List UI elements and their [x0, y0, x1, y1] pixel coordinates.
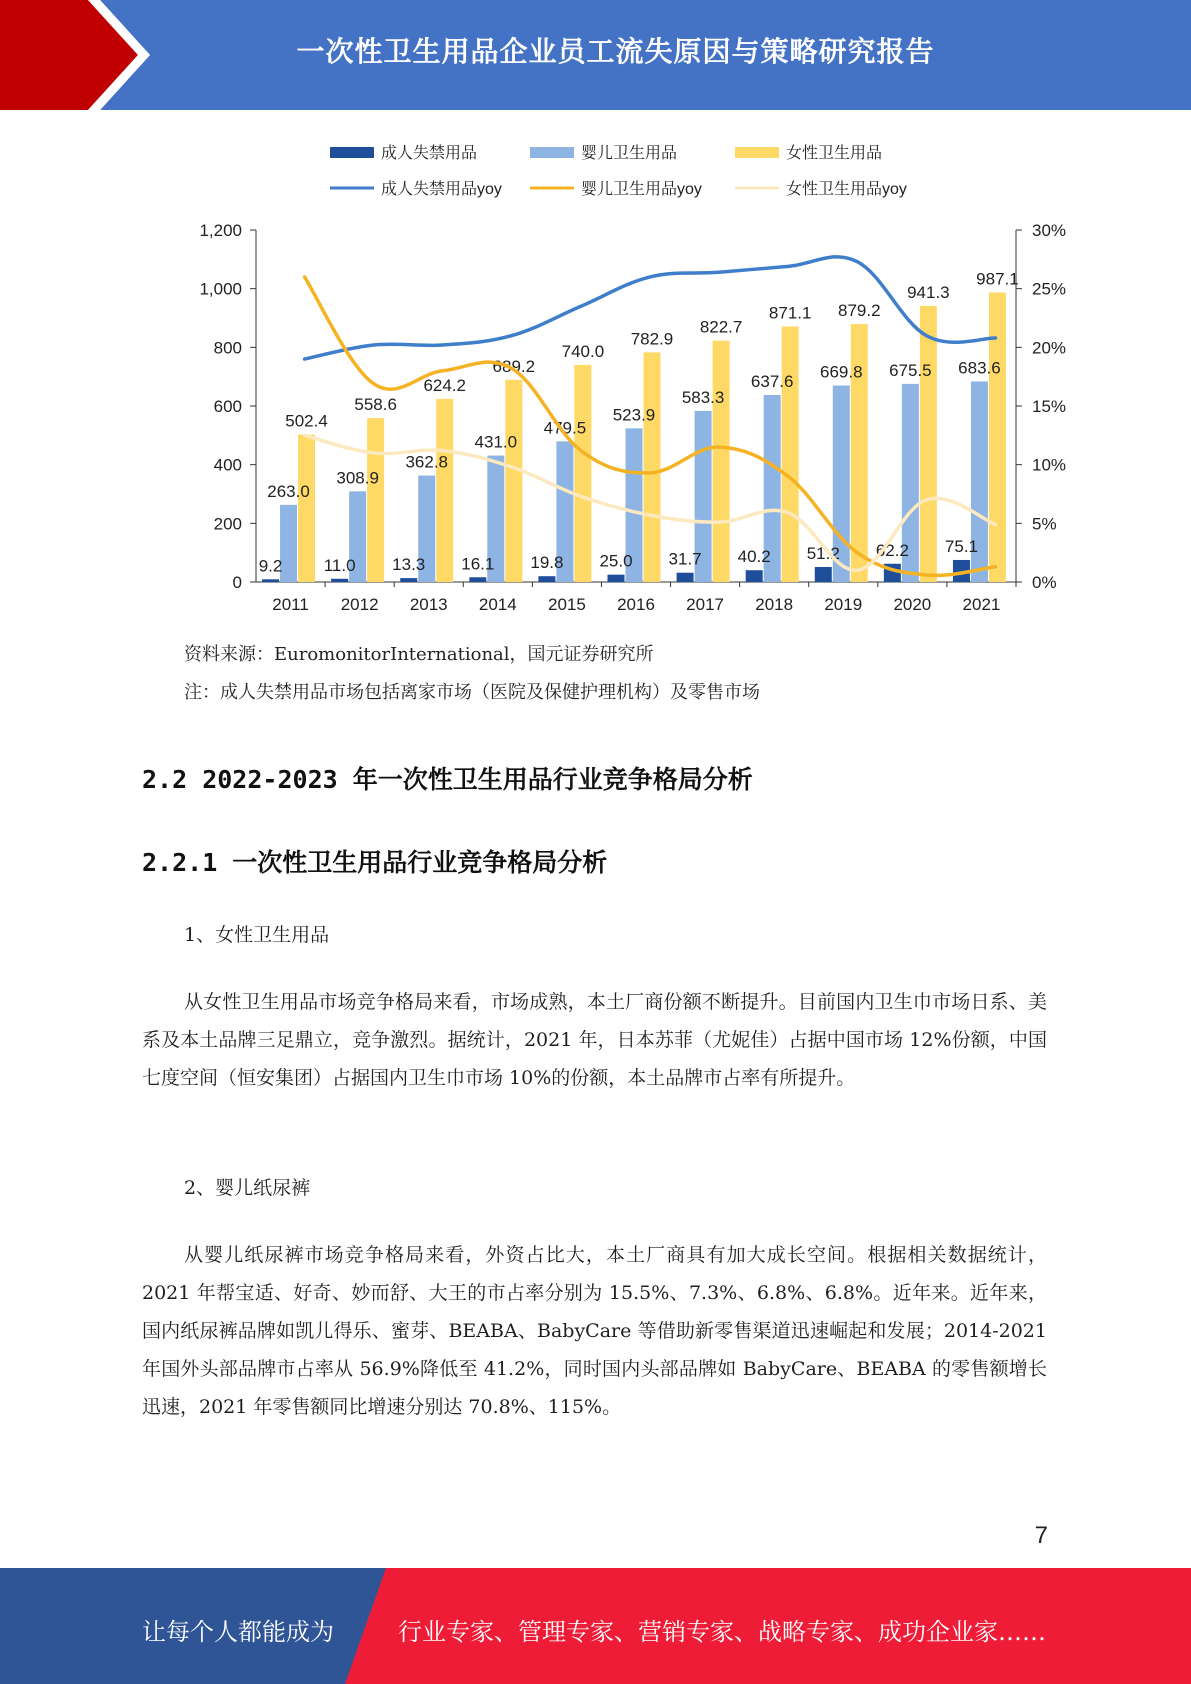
y2-tick-label: 10%	[1032, 455, 1067, 475]
bar	[782, 326, 799, 582]
bar-value-label: 637.6	[750, 371, 794, 391]
bar-value-label: 40.2	[737, 547, 771, 567]
x-tick-label: 2018	[755, 595, 794, 614]
chart-legend	[330, 144, 907, 198]
bar-value-label: 523.9	[612, 405, 656, 425]
x-tick-label: 2015	[547, 595, 586, 614]
bar-value-label: 308.9	[336, 468, 379, 488]
bar-value-label: 362.8	[405, 452, 449, 472]
bar-value-label: 16.1	[461, 554, 495, 574]
bar-value-label: 558.6	[354, 395, 397, 415]
list-item-female: 1、女性卫生用品	[184, 924, 330, 946]
bar-value-label: 502.4	[285, 411, 328, 431]
x-tick-label: 2021	[962, 595, 1001, 614]
bar	[713, 341, 730, 582]
x-tick-label: 2012	[340, 595, 379, 614]
legend-label: 成人失禁用品yoy	[381, 181, 502, 198]
x-tick-label: 2019	[824, 595, 863, 614]
bar-value-label: 689.2	[492, 356, 536, 376]
section-heading-2-2: 2.2 2022-2023 年一次性卫生用品行业竞争格局分析	[142, 765, 753, 794]
bar	[469, 577, 486, 582]
bar-value-label: 431.0	[474, 432, 518, 452]
legend-swatch-bar	[735, 147, 779, 158]
bar-value-label: 25.0	[599, 551, 633, 571]
bar	[644, 352, 661, 582]
bar-value-label: 941.3	[907, 282, 950, 302]
bar-value-label: 479.5	[543, 418, 587, 438]
bar	[505, 380, 522, 582]
legend-label: 成人失禁用品	[381, 145, 478, 162]
bar	[815, 567, 832, 582]
bar	[746, 570, 763, 582]
footer-banner	[0, 1568, 1191, 1684]
bar	[367, 418, 384, 582]
legend-label: 女性卫生用品	[786, 145, 883, 162]
y-tick-label: 800	[213, 338, 242, 358]
bar-value-label: 669.8	[819, 362, 863, 382]
bar	[989, 292, 1006, 582]
chart-svg	[150, 130, 1070, 630]
footer-slogan-left: 让每个人都能成为	[142, 1618, 334, 1646]
bar-value-label: 822.7	[699, 317, 743, 337]
y-tick-label: 200	[213, 514, 242, 534]
y-tick-label: 400	[213, 455, 242, 475]
header-banner	[0, 0, 1191, 110]
x-tick-label: 2014	[478, 595, 517, 614]
legend-label: 婴儿卫生用品	[581, 145, 678, 162]
y2-tick-label: 0%	[1032, 573, 1057, 592]
bar-value-label: 19.8	[530, 553, 564, 573]
bar-value-label: 263.0	[267, 481, 310, 501]
y2-tick-label: 5%	[1032, 514, 1057, 534]
x-tick-label: 2011	[272, 595, 309, 614]
chart-source-note: 资料来源：EuromonitorInternational，国元证券研究所	[184, 644, 654, 665]
bar	[280, 505, 297, 582]
bar-value-label: 675.5	[889, 360, 932, 380]
bar-value-label: 31.7	[668, 549, 702, 569]
bar-value-label: 740.0	[561, 341, 605, 361]
x-tick-label: 2017	[686, 595, 725, 614]
y2-tick-label: 20%	[1032, 338, 1067, 358]
bar	[920, 306, 937, 582]
bar	[677, 573, 694, 582]
bar	[298, 435, 315, 582]
bar-value-label: 583.3	[681, 387, 725, 407]
bar-value-label: 9.2	[258, 556, 283, 576]
bar-value-label: 987.1	[976, 269, 1019, 289]
bar-value-label: 13.3	[392, 555, 426, 575]
y2-tick-label: 15%	[1032, 397, 1067, 416]
bar	[331, 579, 348, 582]
y-tick-label: 1,000	[199, 279, 242, 299]
bar-value-label: 683.6	[958, 358, 1001, 378]
list-item-baby: 2、婴儿纸尿裤	[184, 1177, 311, 1199]
x-tick-label: 2013	[409, 595, 448, 614]
legend-swatch-bar	[530, 147, 574, 158]
legend-label: 女性卫生用品yoy	[786, 181, 907, 198]
bar	[400, 578, 417, 582]
bar-value-label: 624.2	[423, 375, 467, 395]
paragraph-female: 从女性卫生用品市场竞争格局来看，市场成熟，本土厂商份额不断提升。目前国内卫生巾市场日系、美系及本土品牌三足鼎立，竞争激烈。据统计，2021 年，日本苏菲（尤妮佳）占据中国市场 12%份额，中国七度空间（恒安集团）占据国内卫生巾市场 10%的份额，本土品牌市占率有所提升。	[142, 991, 1047, 1089]
y-tick-label: 1,200	[199, 221, 242, 240]
bar	[574, 365, 591, 582]
x-tick-label: 2020	[893, 595, 932, 614]
y2-tick-label: 30%	[1032, 221, 1067, 240]
bar	[538, 576, 555, 582]
bar-value-label: 75.1	[944, 536, 979, 556]
bar-value-label: 51.2	[806, 543, 840, 563]
section-heading-2-2-1: 2.2.1 一次性卫生用品行业竞争格局分析	[142, 848, 608, 877]
bar-value-label: 879.2	[837, 301, 881, 321]
bar	[436, 399, 453, 582]
legend-swatch-bar	[330, 147, 374, 158]
x-tick-label: 2016	[617, 595, 655, 614]
bar	[262, 579, 279, 582]
bar-value-label: 782.9	[630, 329, 674, 349]
y2-tick-label: 25%	[1032, 279, 1067, 299]
header-title: 一次性卫生用品企业员工流失原因与策略研究报告	[296, 35, 935, 68]
bar	[608, 575, 625, 582]
footer-slogan-right: 行业专家、管理专家、营销专家、战略专家、成功企业家……	[398, 1618, 1046, 1646]
bar-value-label: 62.2	[875, 540, 909, 560]
bar-value-label: 871.1	[768, 303, 812, 323]
y-tick-label: 600	[213, 397, 242, 416]
bar-value-label: 11.0	[323, 555, 356, 575]
page-number: 7	[1034, 1522, 1048, 1549]
legend-label: 婴儿卫生用品yoy	[581, 181, 702, 198]
paragraph-baby: 从婴儿纸尿裤市场竞争格局来看，外资占比大，本土厂商具有加大成长空间。根据相关数据统计，2021 年帮宝适、好奇、妙而舒、大王的市占率分别为 15.5%、7.3%、6.8%、6.8%。近年来。近年来，国内纸尿裤品牌如凯儿得乐、蜜芽、BEABA、BabyCare 等借助新零售渠道迅速崛起和发展；2014-2021 年国外头部品牌市占率从 56.9%降低至 41.2%，同时国内头部品牌如 BabyCare、BEABA 的零售额增长迅速，2021 年零售额同比增速分别达 70.8%、115%。	[142, 1244, 1047, 1418]
y-tick-label: 0	[232, 573, 242, 592]
chart	[150, 130, 1070, 630]
chart-footnote: 注：成人失禁用品市场包括离家市场（医院及保健护理机构）及零售市场	[184, 682, 760, 703]
